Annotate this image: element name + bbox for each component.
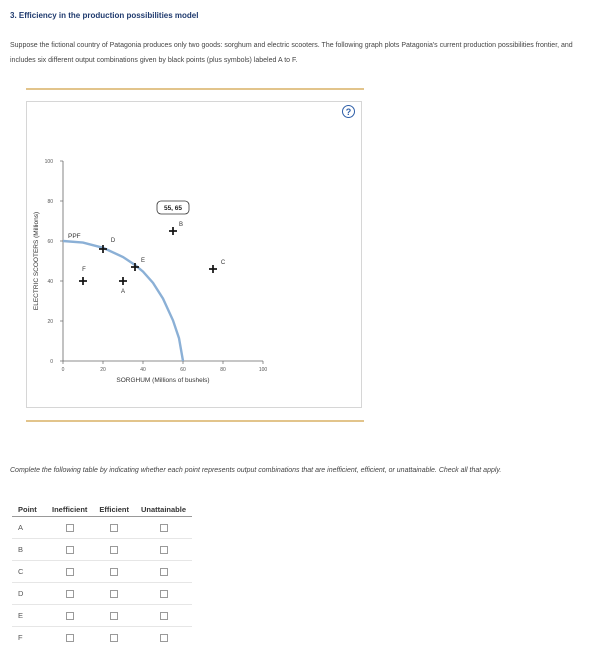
x-tick-label: 80	[220, 367, 226, 373]
checkbox-cell	[46, 517, 93, 539]
divider-bottom	[26, 420, 364, 422]
checkbox-cell	[135, 561, 192, 583]
point-label: F	[82, 267, 86, 273]
data-point-a[interactable]	[119, 277, 127, 295]
table-row	[12, 583, 192, 605]
checkbox-efficient[interactable]	[110, 634, 118, 642]
checkbox-efficient[interactable]	[110, 612, 118, 620]
checkbox-unattainable[interactable]	[160, 590, 168, 598]
checkbox-cell	[93, 627, 135, 649]
point-label: A	[120, 289, 126, 295]
point-label: B	[12, 539, 46, 561]
data-point-c[interactable]	[209, 260, 226, 273]
checkbox-unattainable[interactable]	[160, 612, 168, 620]
checkbox-cell	[135, 517, 192, 539]
checkbox-unattainable[interactable]	[160, 634, 168, 642]
y-tick-label: 100	[44, 159, 53, 165]
intro-text: Suppose the fictional country of Patagonia produces only two goods: sorghum and electric scooters. The following graph plots Patagonia's current production possibilities frontier, and includes six different output combinations given by black points (plus symbols) labeled A to F.	[10, 42, 573, 64]
y-tick-label: 60	[47, 239, 53, 245]
y-tick-label: 80	[47, 199, 53, 205]
tooltip-text: 55, 65	[163, 205, 183, 212]
point-label: E	[12, 605, 46, 627]
answer-table	[12, 502, 192, 648]
y-tick-label: 0	[50, 359, 53, 365]
point-label: D	[12, 583, 46, 605]
point-label: E	[140, 258, 146, 264]
checkbox-cell	[46, 539, 93, 561]
checkbox-inefficient[interactable]	[66, 634, 74, 642]
checkbox-cell	[93, 561, 135, 583]
checkbox-cell	[135, 627, 192, 649]
instruction-text: Complete the following table by indicating whether each point represents output combinations that are inefficient, efficient, or unattainable. Check all that apply.	[10, 467, 502, 474]
checkbox-unattainable[interactable]	[160, 568, 168, 576]
checkbox-inefficient[interactable]	[66, 590, 74, 598]
point-label: B	[178, 222, 184, 228]
column-header-efficient: Efficient	[93, 502, 135, 517]
checkbox-cell	[46, 627, 93, 649]
checkbox-inefficient[interactable]	[66, 568, 74, 576]
checkbox-cell	[135, 605, 192, 627]
checkbox-cell	[46, 605, 93, 627]
data-point-b[interactable]	[169, 222, 183, 235]
table-row	[12, 517, 192, 539]
x-tick-label: 60	[180, 367, 186, 373]
help-icon[interactable]: ?	[342, 105, 355, 118]
checkbox-cell	[93, 517, 135, 539]
column-header-unattainable: Unattainable	[135, 502, 192, 517]
x-tick-label: 100	[258, 367, 268, 373]
checkbox-cell	[46, 561, 93, 583]
point-label: C	[220, 260, 226, 266]
checkbox-cell	[46, 583, 93, 605]
x-tick-label: 0	[61, 367, 65, 373]
ppf-label: PPF	[68, 233, 81, 240]
checkbox-cell	[135, 539, 192, 561]
y-axis-title: ELECTRIC SCOOTERS (Millions)	[33, 211, 40, 311]
table-row	[12, 561, 192, 583]
checkbox-cell	[93, 539, 135, 561]
checkbox-inefficient[interactable]	[66, 524, 74, 532]
checkbox-cell	[93, 605, 135, 627]
ppf-curve	[63, 241, 183, 361]
table-row	[12, 627, 192, 649]
checkbox-efficient[interactable]	[110, 590, 118, 598]
checkbox-efficient[interactable]	[110, 546, 118, 554]
y-tick-label: 40	[47, 279, 53, 285]
x-tick-label: 20	[100, 367, 106, 373]
x-axis-title: SORGHUM (Millions of bushels)	[116, 377, 210, 384]
column-header-inefficient: Inefficient	[46, 502, 93, 517]
point-label: D	[110, 238, 116, 244]
point-label: C	[12, 561, 46, 583]
x-tick-label: 40	[140, 367, 146, 373]
question-heading: 3. Efficiency in the production possibilities model	[10, 11, 199, 20]
checkbox-inefficient[interactable]	[66, 546, 74, 554]
checkbox-efficient[interactable]	[110, 568, 118, 576]
point-label: A	[18, 523, 24, 532]
coordinate-tooltip	[157, 201, 189, 214]
checkbox-unattainable[interactable]	[160, 524, 168, 532]
checkbox-cell	[93, 583, 135, 605]
y-tick-label: 20	[47, 319, 53, 325]
data-point-f[interactable]	[79, 267, 87, 285]
point-label: F	[12, 627, 46, 649]
checkbox-efficient[interactable]	[110, 524, 118, 532]
checkbox-inefficient[interactable]	[66, 612, 74, 620]
column-header-point: Point	[12, 502, 46, 517]
table-row	[12, 605, 192, 627]
table-row	[12, 539, 192, 561]
checkbox-cell	[135, 583, 192, 605]
checkbox-unattainable[interactable]	[160, 546, 168, 554]
